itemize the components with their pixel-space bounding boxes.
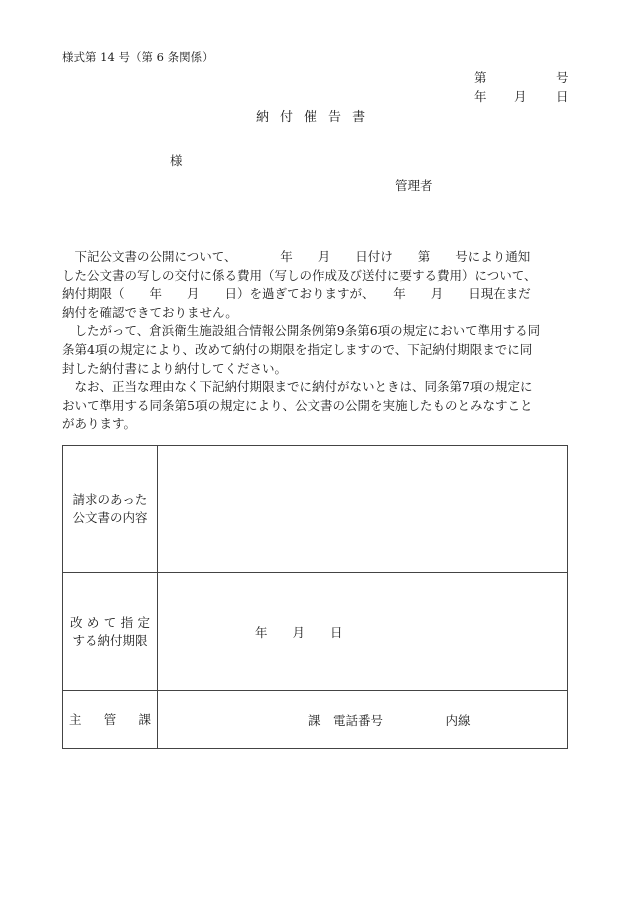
new-deadline-label	[63, 573, 158, 691]
department-label	[63, 691, 158, 749]
label-char: 管	[103, 711, 117, 727]
requested-document-value	[158, 446, 568, 573]
body-line: があります。	[62, 416, 137, 432]
title-char: 付	[280, 110, 294, 125]
date-day: 日	[556, 89, 569, 104]
date-year: 年	[474, 89, 487, 104]
label-char: め	[86, 614, 100, 630]
label-line	[63, 711, 157, 729]
info-table	[62, 445, 568, 749]
body-line: なお、正当な理由なく下記納付期限までに納付がないときは、同条第7項の規定に	[62, 379, 533, 395]
document-title	[256, 106, 365, 125]
label-char: 定	[137, 614, 150, 630]
sender-title: 管理者	[395, 178, 433, 193]
body-line: 下記公文書の公開について、 年 月 日付け 第 号により通知	[62, 249, 531, 264]
label-line: する納付期限	[72, 632, 148, 648]
label-line: 公文書の内容	[72, 510, 148, 525]
table-row	[63, 691, 568, 749]
body-line: 封した納付書により納付してください。	[62, 360, 288, 376]
number-suffix: 号	[556, 70, 569, 85]
title-char: 納	[256, 110, 270, 125]
date-month: 月	[514, 89, 527, 104]
label-line: 請求のあった	[72, 492, 148, 507]
body-line: おいて準用する同条第5項の規定により、公文書の公開を実施したものとみなすこと	[62, 397, 533, 413]
label-line	[63, 614, 157, 632]
department-phone-line: 課 電話番号 内線	[308, 712, 471, 728]
label-char: 指	[120, 614, 134, 630]
body-line: した公文書の写しの交付に係る費用（写しの作成及び送付に要する費用）について、	[62, 267, 537, 283]
body-line: したがって、倉浜衛生施設組合情報公開条例第9条第6項の規定において準用する同	[62, 323, 541, 339]
body-line: 納付を確認できておりません。	[62, 304, 238, 320]
deadline-date: 年 月 日	[255, 624, 343, 640]
number-prefix: 第	[474, 70, 487, 85]
department-value	[158, 691, 568, 749]
new-deadline-value	[158, 573, 568, 691]
table-row	[63, 446, 568, 573]
body-text	[62, 248, 572, 434]
title-char: 書	[352, 110, 366, 125]
title-char: 告	[328, 110, 342, 125]
requested-document-label	[63, 446, 158, 573]
form-number: 様式第 14 号（第 6 条関係）	[62, 50, 214, 64]
addressee-suffix: 様	[170, 153, 183, 168]
label-char: 主	[69, 711, 82, 727]
title-char: 催	[304, 110, 318, 125]
label-char: て	[103, 614, 117, 630]
body-line: 条第4項の規定により、改めて納付の期限を指定しますので、下記納付期限までに同	[62, 341, 533, 357]
label-char: 課	[138, 711, 151, 727]
body-line: 納付期限（ 年 月 日）を過ぎておりますが、 年 月 日現在まだ	[62, 286, 531, 302]
table-row	[63, 573, 568, 691]
label-char: 改	[70, 614, 83, 630]
